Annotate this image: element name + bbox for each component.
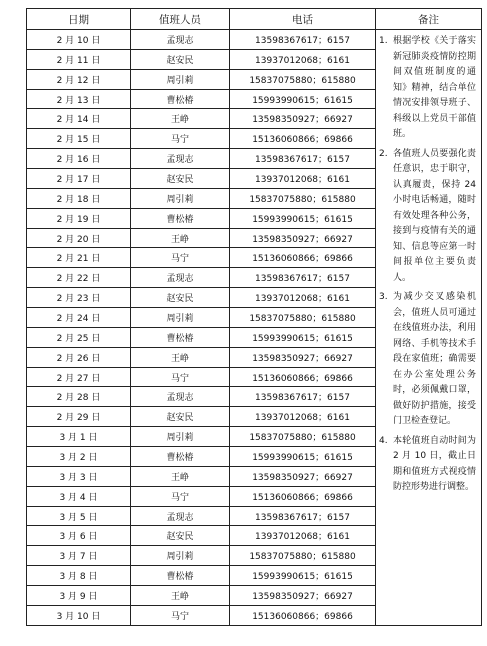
date-cell: 2 月 12 日	[27, 69, 131, 89]
person-cell: 马宁	[131, 367, 230, 387]
phone-cell: 15993990615；61615	[230, 566, 376, 586]
phone-cell: 13598350927；66927	[230, 228, 376, 248]
date-cell: 3 月 10 日	[27, 605, 131, 625]
person-cell: 周引莉	[131, 308, 230, 328]
date-cell: 2 月 22 日	[27, 268, 131, 288]
person-cell: 孟现志	[131, 268, 230, 288]
date-cell: 2 月 24 日	[27, 308, 131, 328]
phone-cell: 13598350927；66927	[230, 109, 376, 129]
person-cell: 孟现志	[131, 30, 230, 50]
person-cell: 王峥	[131, 228, 230, 248]
phone-cell: 13598367617；6157	[230, 30, 376, 50]
notes-list	[379, 34, 476, 496]
note-text: 根据学校《关于落实新冠肺炎疫情防控期间双值班制度的通知》精神，结合单位情况安排领导班子、科级以上党员干部值班。	[393, 36, 476, 139]
phone-cell: 15837075880；615880	[230, 188, 376, 208]
date-cell: 2 月 23 日	[27, 288, 131, 308]
person-cell: 周引莉	[131, 427, 230, 447]
person-cell: 周引莉	[131, 69, 230, 89]
person-cell: 马宁	[131, 248, 230, 268]
person-cell: 赵安民	[131, 49, 230, 69]
person-cell: 马宁	[131, 605, 230, 625]
phone-cell: 13598350927；66927	[230, 466, 376, 486]
phone-cell: 15136060866；69866	[230, 248, 376, 268]
notes-cell	[376, 30, 482, 626]
phone-cell: 15993990615；61615	[230, 447, 376, 467]
phone-cell: 13937012068；6161	[230, 169, 376, 189]
note-item	[379, 147, 476, 287]
person-cell: 赵安民	[131, 407, 230, 427]
person-cell: 曹松椿	[131, 566, 230, 586]
date-cell: 2 月 19 日	[27, 208, 131, 228]
person-cell: 曹松椿	[131, 208, 230, 228]
date-cell: 2 月 10 日	[27, 30, 131, 50]
date-cell: 3 月 5 日	[27, 506, 131, 526]
person-cell: 马宁	[131, 129, 230, 149]
date-cell: 2 月 17 日	[27, 169, 131, 189]
person-cell: 曹松椿	[131, 89, 230, 109]
note-item	[379, 34, 476, 143]
person-cell: 王峥	[131, 466, 230, 486]
phone-cell: 15837075880；615880	[230, 308, 376, 328]
person-cell: 王峥	[131, 109, 230, 129]
phone-cell: 13598367617；6157	[230, 268, 376, 288]
note-number: 4.	[379, 435, 388, 446]
person-cell: 王峥	[131, 347, 230, 367]
date-cell: 2 月 28 日	[27, 387, 131, 407]
header-phone: 电话	[230, 9, 376, 30]
note-number: 1.	[379, 36, 388, 46]
phone-cell: 15837075880；615880	[230, 427, 376, 447]
date-cell: 2 月 26 日	[27, 347, 131, 367]
header-date: 日期	[27, 9, 131, 30]
phone-cell: 13598367617；6157	[230, 506, 376, 526]
phone-cell: 13598350927；66927	[230, 586, 376, 606]
header-person: 值班人员	[131, 9, 230, 30]
phone-cell: 13598350927；66927	[230, 347, 376, 367]
note-item	[379, 290, 476, 430]
phone-cell: 13937012068；6161	[230, 526, 376, 546]
note-text: 本轮值班自动时间为 2 月 10 日，截止日期和值班方式视疫情防控形势进行调整。	[393, 435, 476, 492]
phone-cell: 15837075880；615880	[230, 69, 376, 89]
phone-cell: 13598367617；6157	[230, 387, 376, 407]
person-cell: 曹松椿	[131, 327, 230, 347]
date-cell: 2 月 27 日	[27, 367, 131, 387]
person-cell: 孟现志	[131, 387, 230, 407]
phone-cell: 15136060866；69866	[230, 129, 376, 149]
table-header-row	[27, 9, 482, 30]
date-cell: 3 月 9 日	[27, 586, 131, 606]
person-cell: 马宁	[131, 486, 230, 506]
person-cell: 赵安民	[131, 169, 230, 189]
person-cell: 周引莉	[131, 546, 230, 566]
header-notes: 备注	[376, 9, 482, 30]
date-cell: 2 月 18 日	[27, 188, 131, 208]
date-cell: 2 月 20 日	[27, 228, 131, 248]
date-cell: 2 月 14 日	[27, 109, 131, 129]
phone-cell: 15136060866；69866	[230, 486, 376, 506]
person-cell: 王峥	[131, 586, 230, 606]
date-cell: 2 月 15 日	[27, 129, 131, 149]
person-cell: 赵安民	[131, 526, 230, 546]
table-row	[27, 30, 482, 50]
date-cell: 3 月 4 日	[27, 486, 131, 506]
phone-cell: 13598367617；6157	[230, 149, 376, 169]
date-cell: 3 月 7 日	[27, 546, 131, 566]
person-cell: 赵安民	[131, 288, 230, 308]
person-cell: 周引莉	[131, 188, 230, 208]
person-cell: 孟现志	[131, 149, 230, 169]
person-cell: 曹松椿	[131, 447, 230, 467]
duty-schedule-table	[26, 8, 482, 626]
phone-cell: 13937012068；6161	[230, 49, 376, 69]
person-cell: 孟现志	[131, 506, 230, 526]
date-cell: 3 月 1 日	[27, 427, 131, 447]
date-cell: 2 月 29 日	[27, 407, 131, 427]
date-cell: 2 月 13 日	[27, 89, 131, 109]
date-cell: 2 月 25 日	[27, 327, 131, 347]
phone-cell: 15136060866；69866	[230, 367, 376, 387]
note-item	[379, 434, 476, 496]
phone-cell: 15993990615；61615	[230, 89, 376, 109]
date-cell: 3 月 6 日	[27, 526, 131, 546]
date-cell: 3 月 8 日	[27, 566, 131, 586]
phone-cell: 15993990615；61615	[230, 327, 376, 347]
note-number: 2.	[379, 148, 388, 159]
phone-cell: 13937012068；6161	[230, 407, 376, 427]
note-text: 为减少交叉感染机会，值班人员可通过在线值班办法，利用网络、手机等技术手段在家值班；确需要在办公室处理公务时，必须佩戴口罩，做好防护措施，接受门卫检查登记。	[393, 292, 476, 426]
date-cell: 2 月 16 日	[27, 149, 131, 169]
date-cell: 3 月 3 日	[27, 466, 131, 486]
phone-cell: 15136060866；69866	[230, 605, 376, 625]
phone-cell: 15993990615；61615	[230, 208, 376, 228]
date-cell: 2 月 11 日	[27, 49, 131, 69]
phone-cell: 13937012068；6161	[230, 288, 376, 308]
date-cell: 3 月 2 日	[27, 447, 131, 467]
note-number: 3.	[379, 292, 388, 302]
note-text: 各值班人员要强化责任意识，忠于职守，认真履责，保持 24 小时电话畅通，随时有效处理各种公务，接到与疫情有关的通知、信息等应第一时间报单位主要负责人。	[393, 148, 476, 283]
phone-cell: 15837075880；615880	[230, 546, 376, 566]
date-cell: 2 月 21 日	[27, 248, 131, 268]
